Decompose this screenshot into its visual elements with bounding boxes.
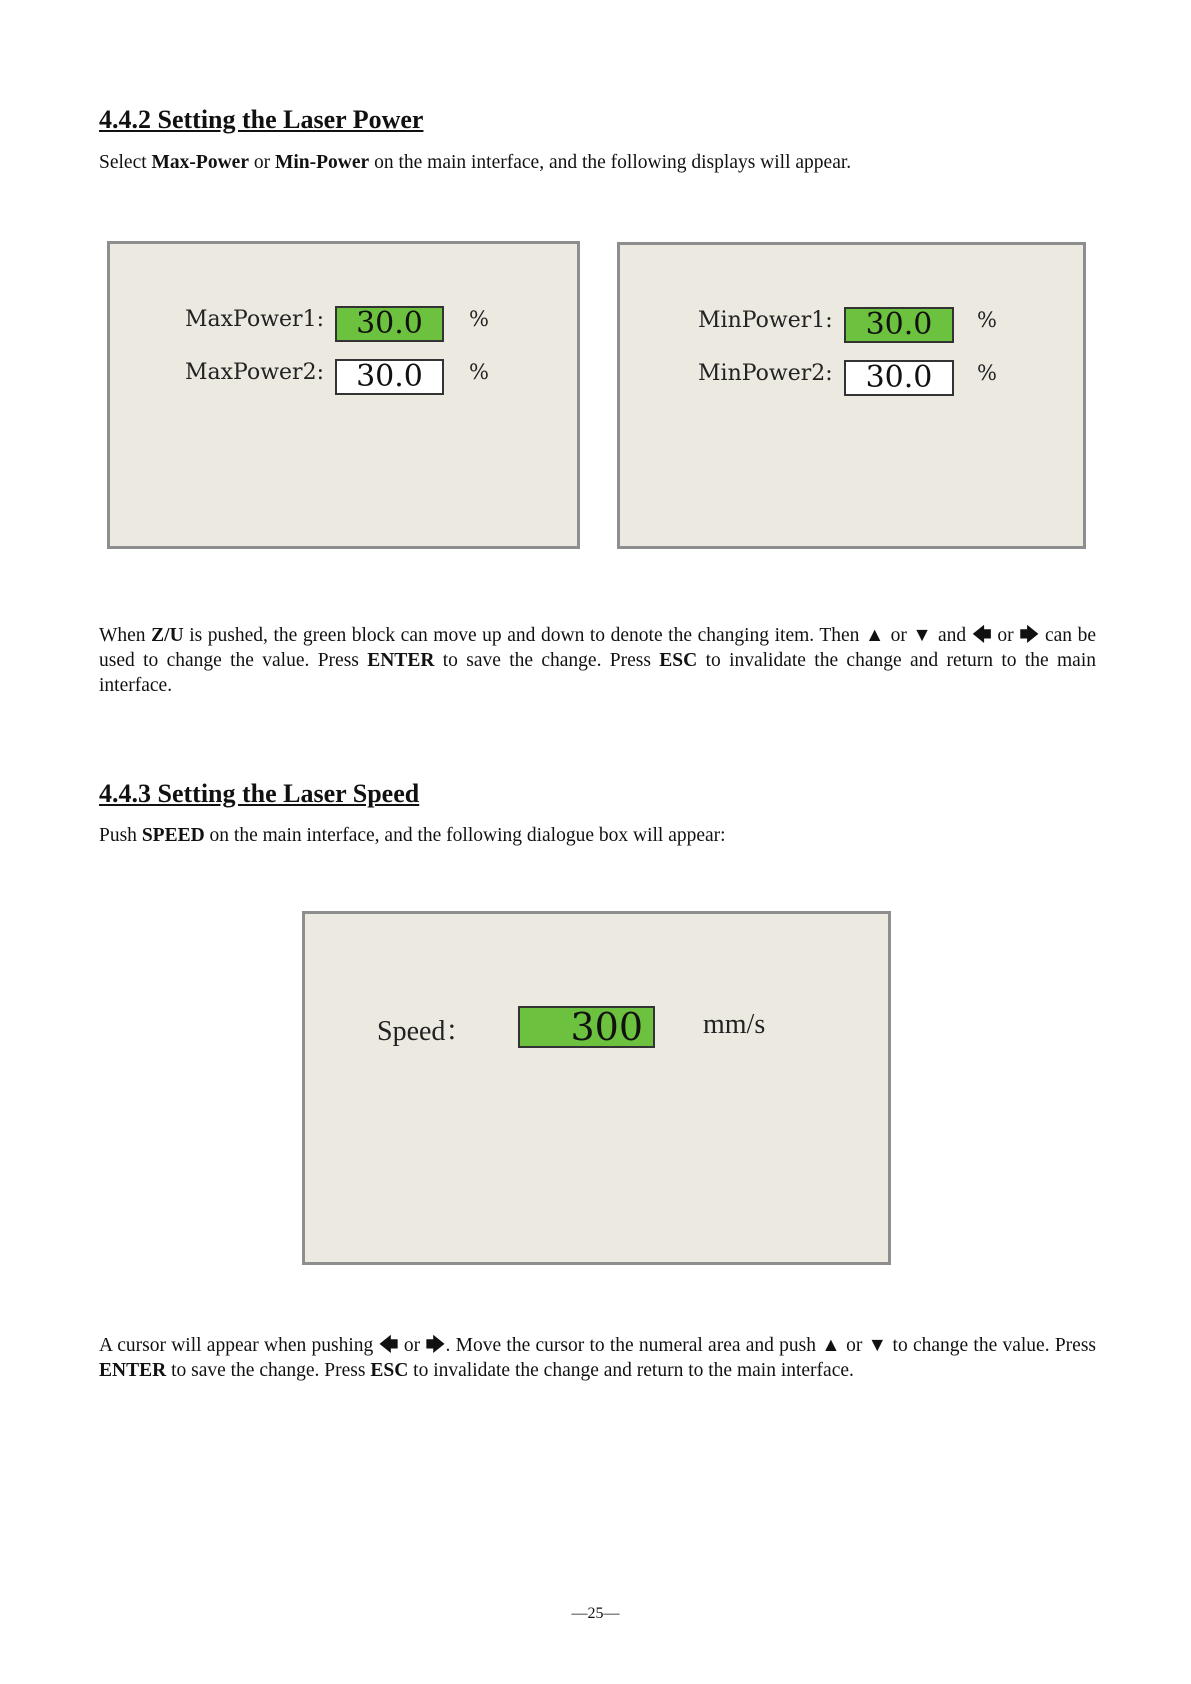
arrow-right-icon: 🡆	[1019, 625, 1040, 646]
speed-value[interactable]: 300	[518, 1006, 655, 1048]
speed-intro-paragraph: Push SPEED on the main interface, and the following dialogue box will appear:	[99, 825, 726, 846]
speed-panel	[302, 911, 891, 1265]
speed-label: Speed：	[377, 1016, 474, 1047]
min-power1-unit: %	[977, 308, 997, 332]
max-power1-label: MaxPower1:	[185, 307, 324, 332]
max-power2-value[interactable]: 30.0	[335, 359, 444, 395]
section-heading-laser-speed: 4.4.3 Setting the Laser Speed	[99, 779, 420, 808]
section-heading-laser-power: 4.4.2 Setting the Laser Power	[99, 105, 424, 134]
page-number: —25—	[571, 1605, 620, 1622]
max-power1-value[interactable]: 30.0	[335, 306, 444, 342]
max-power-panel	[107, 241, 580, 549]
min-power1-value[interactable]: 30.0	[844, 307, 954, 343]
arrow-left-icon: 🡄	[971, 625, 992, 646]
min-power-panel	[617, 242, 1086, 549]
min-power2-value[interactable]: 30.0	[844, 360, 954, 396]
max-power2-unit: %	[469, 360, 489, 384]
max-power2-label: MaxPower2:	[185, 360, 324, 385]
arrow-right-icon: 🡆	[425, 1335, 446, 1356]
power-intro-paragraph: Select Max-Power or Min-Power on the main interface, and the following displays will appear.	[99, 152, 852, 173]
min-power1-label: MinPower1:	[698, 308, 833, 333]
min-power2-label: MinPower2:	[698, 361, 833, 386]
speed-instructions-paragraph: A cursor will appear when pushing 🡄 or 🡆. Move the cursor to the numeral area and push ▲ or ▼ to change the value. Press ENTER to save the change. Press ESC to invalidate the change and return to the main interface.	[99, 1335, 1097, 1381]
power-instructions-paragraph: When Z/U is pushed, the green block can move up and down to denote the changing item. Then ▲ or ▼ and 🡄 or 🡆 can be used to change the value. Press ENTER to save the change. Press ESC to invalidate the change and return to the main interface.	[99, 625, 1096, 696]
min-power2-unit: %	[977, 361, 997, 385]
max-power1-unit: %	[469, 307, 489, 331]
speed-unit: mm/s	[703, 1009, 766, 1040]
arrow-left-icon: 🡄	[378, 1335, 399, 1356]
